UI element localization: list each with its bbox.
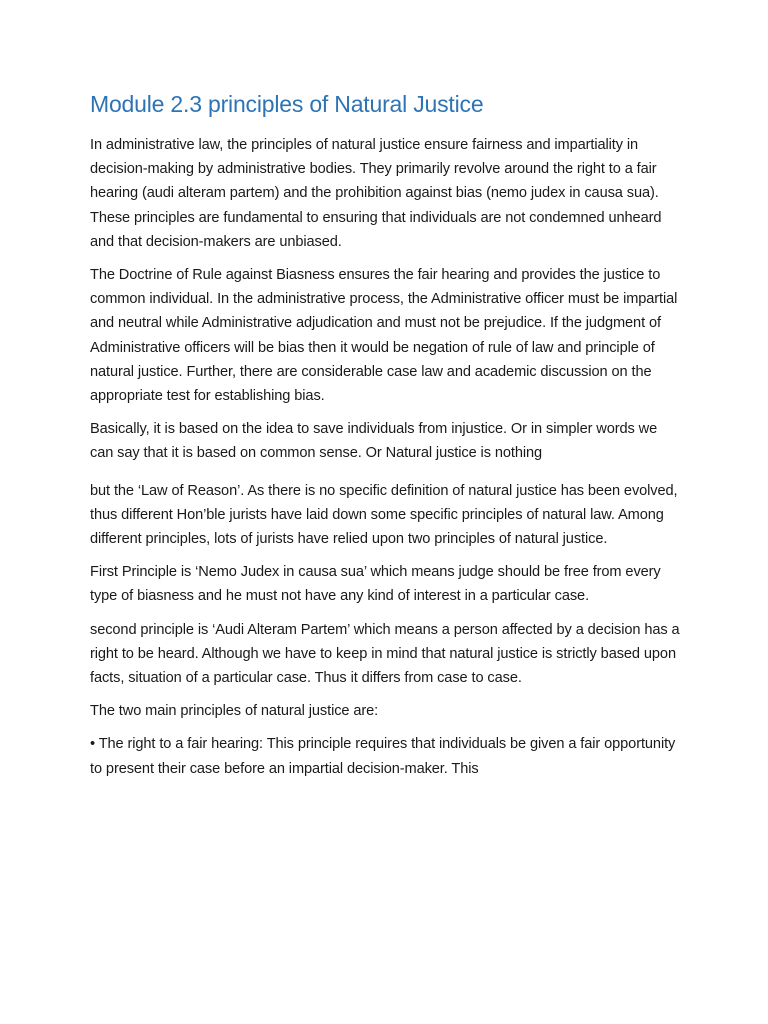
- document-title: Module 2.3 principles of Natural Justice: [90, 91, 484, 117]
- document-page: [90, 90, 680, 790]
- paragraph-first-principle: First Principle is ‘Nemo Judex in causa sua’ which means judge should be free from every type of biasness and he must not have any kind of interest in a particular case.: [90, 564, 661, 605]
- paragraph-second-principle: second principle is ‘Audi Alteram Partem’ which means a person affected by a decision has a right to be heard. Although we have to keep in mind that natural justice is strictly based upon facts, situation of a particular case. Thus it differs from case to case.: [90, 621, 680, 686]
- paragraph-two-principles-heading: The two main principles of natural justice are:: [90, 703, 379, 720]
- paragraph-basis: Basically, it is based on the idea to save individuals from injustice. Or in simpler words we can say that it is based on common sense. Or Natural justice is nothing: [90, 421, 658, 462]
- bullet-fair-hearing: • The right to a fair hearing: This principle requires that individuals be given a fair opportunity to present their case before an impartial decision-maker. This: [90, 736, 676, 777]
- paragraph-intro: In administrative law, the principles of natural justice ensure fairness and impartiality in decision-making by administrative bodies. They primarily revolve around the right to a fair hearing (audi alteram partem) and the prohibition against bias (nemo judex in causa sua). These principles are fundamental to ensuring that individuals are not condemned unheard and that decision-makers are unbiased.: [90, 136, 662, 250]
- paragraph-rule-against-bias: The Doctrine of Rule against Biasness ensures the fair hearing and provides the justice to common individual. In the administrative process, the Administrative officer must be impartial and neutral while Administrative adjudication and must not be prejudice. If the judgment of Administrative officers will be bias then it would be negation of rule of law and principle of natural justice. Further, there are considerable case law and academic discussion on the appropriate test for establishing bias.: [90, 266, 678, 404]
- paragraph-law-of-reason: but the ‘Law of Reason’. As there is no specific definition of natural justice has been evolved, thus different Hon’ble jurists have laid down some specific principles of natural law. Among different principles, lots of jurists have relied upon two principles of natural justice.: [90, 482, 678, 547]
